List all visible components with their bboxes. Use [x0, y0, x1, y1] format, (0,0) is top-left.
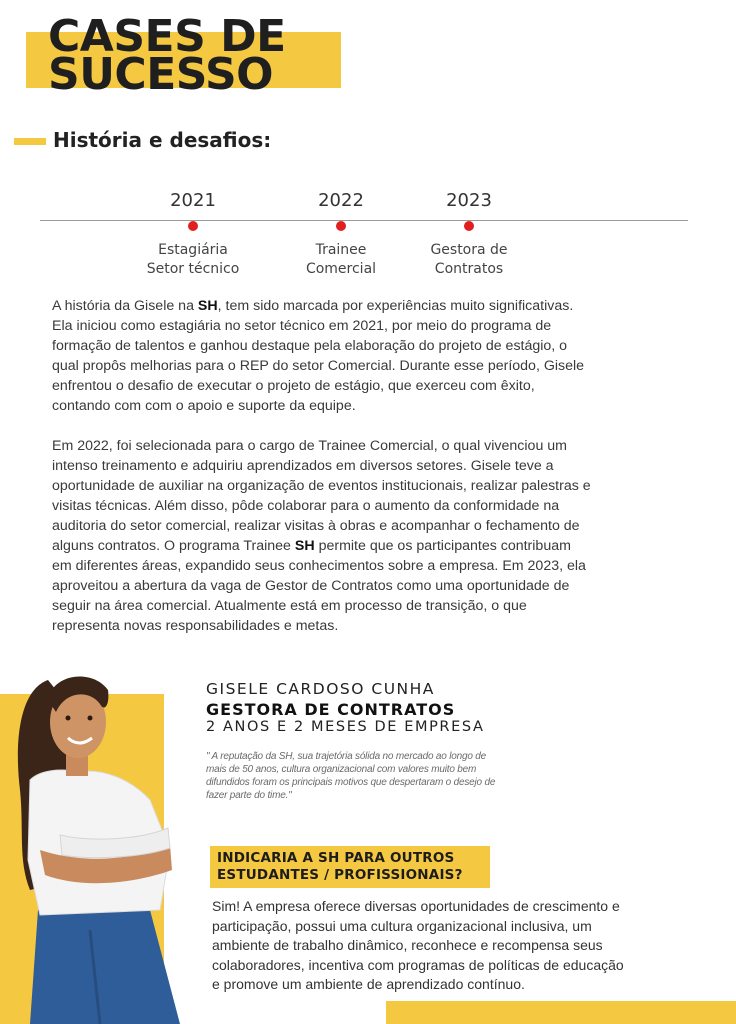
timeline-year: 2021 — [170, 190, 216, 211]
person-photo — [0, 660, 200, 1024]
timeline-label-line: Comercial — [305, 261, 377, 277]
recommend-question — [217, 850, 463, 884]
timeline-dot — [188, 221, 198, 231]
employee-role: GESTORA DE CONTRATOS — [206, 700, 456, 719]
question-line: ESTUDANTES / PROFISSIONAIS? — [217, 867, 463, 883]
timeline-label-line: Gestora de — [430, 242, 508, 258]
timeline-year: 2022 — [318, 190, 364, 211]
text-run: A história da Gisele na — [52, 298, 198, 314]
story-paragraph-2 — [52, 436, 592, 636]
recommend-answer: Sim! A empresa oferece diversas oportunidades de crescimento e participação, possui uma cultura organizacional inclusiva, um ambiente de trabalho dinâmico, reconhece e recompensa seus colaboradores, incentiva com programas de políticas de educação e promove um ambiente de aprendizado contínuo. — [212, 898, 624, 992]
testimonial-quote: " A reputação da SH, sua trajetória sólida no mercado ao longo de mais de 50 anos, cultura organizacional com valores muito bem difundidos foram os principais motivos que despertaram o desejo de fazer parte do time." — [206, 751, 496, 801]
timeline-dot — [336, 221, 346, 231]
timeline-label — [276, 241, 406, 279]
footer-accent-bar — [386, 1001, 736, 1024]
story-paragraph-1 — [52, 296, 592, 416]
text-run: permite que os participantes contribuam em diferentes áreas, expandido seus conhecimentos sobre a empresa. Em 2023, ela aproveitou a abertura da vaga de Gestor de Contratos como uma oportunidade de seguir na área comercial. Atualmente está em processo de transição, o que representa novas responsabilidades e metas. — [52, 538, 586, 634]
question-line: INDICARIA A SH PARA OUTROS — [217, 850, 455, 866]
title-line-1: CASES DE — [48, 11, 286, 62]
timeline-label-line: Estagiária — [158, 242, 228, 258]
title-line-2: SUCESSO — [48, 49, 274, 100]
text-run: Em 2022, foi selecionada para o cargo de Trainee Comercial, o qual vivenciou um intenso treinamento e adquiriu aprendizados em diversos setores. Gisele teve a oportunidade de auxiliar na organização de eventos institucionais, realizar palestras e visitas técnicas. Além disso, pôde colaborar para o aumento da conformidade na auditoria do setor comercial, realizar visitas à obras e acompanhar o fechamento de alguns contratos. O programa Trainee — [52, 438, 591, 554]
timeline-label — [128, 241, 258, 279]
timeline-label-line: Contratos — [434, 261, 504, 277]
timeline-item-2022 — [276, 190, 406, 279]
timeline-label-line: Trainee — [315, 242, 367, 258]
timeline-label — [404, 241, 534, 279]
timeline-label-line: Setor técnico — [146, 261, 240, 277]
timeline-item-2021 — [128, 190, 258, 279]
employee-tenure: 2 ANOS E 2 MESES DE EMPRESA — [206, 719, 485, 735]
timeline-item-2023 — [404, 190, 534, 279]
text-run: , tem sido marcada por experiências muito significativas. Ela iniciou como estagiária no setor técnico em 2021, por meio do programa de formação de talentos e ganhou destaque pela elaboração do projeto de estágio, o qual propôs melhorias para o REP do setor Comercial. Durante esse período, Gisele enfrentou o desafio de executar o projeto de estágio, que exerceu com êxito, contando com com o apoio e suporte da equipe. — [52, 298, 585, 414]
timeline-dot — [464, 221, 474, 231]
employee-name: GISELE CARDOSO CUNHA — [206, 680, 435, 698]
company-name: SH — [197, 298, 218, 314]
section-marker — [14, 138, 46, 145]
timeline-year: 2023 — [446, 190, 492, 211]
section-heading: História e desafios: — [53, 128, 272, 152]
company-name: SH — [294, 538, 315, 554]
page-title — [48, 11, 286, 100]
